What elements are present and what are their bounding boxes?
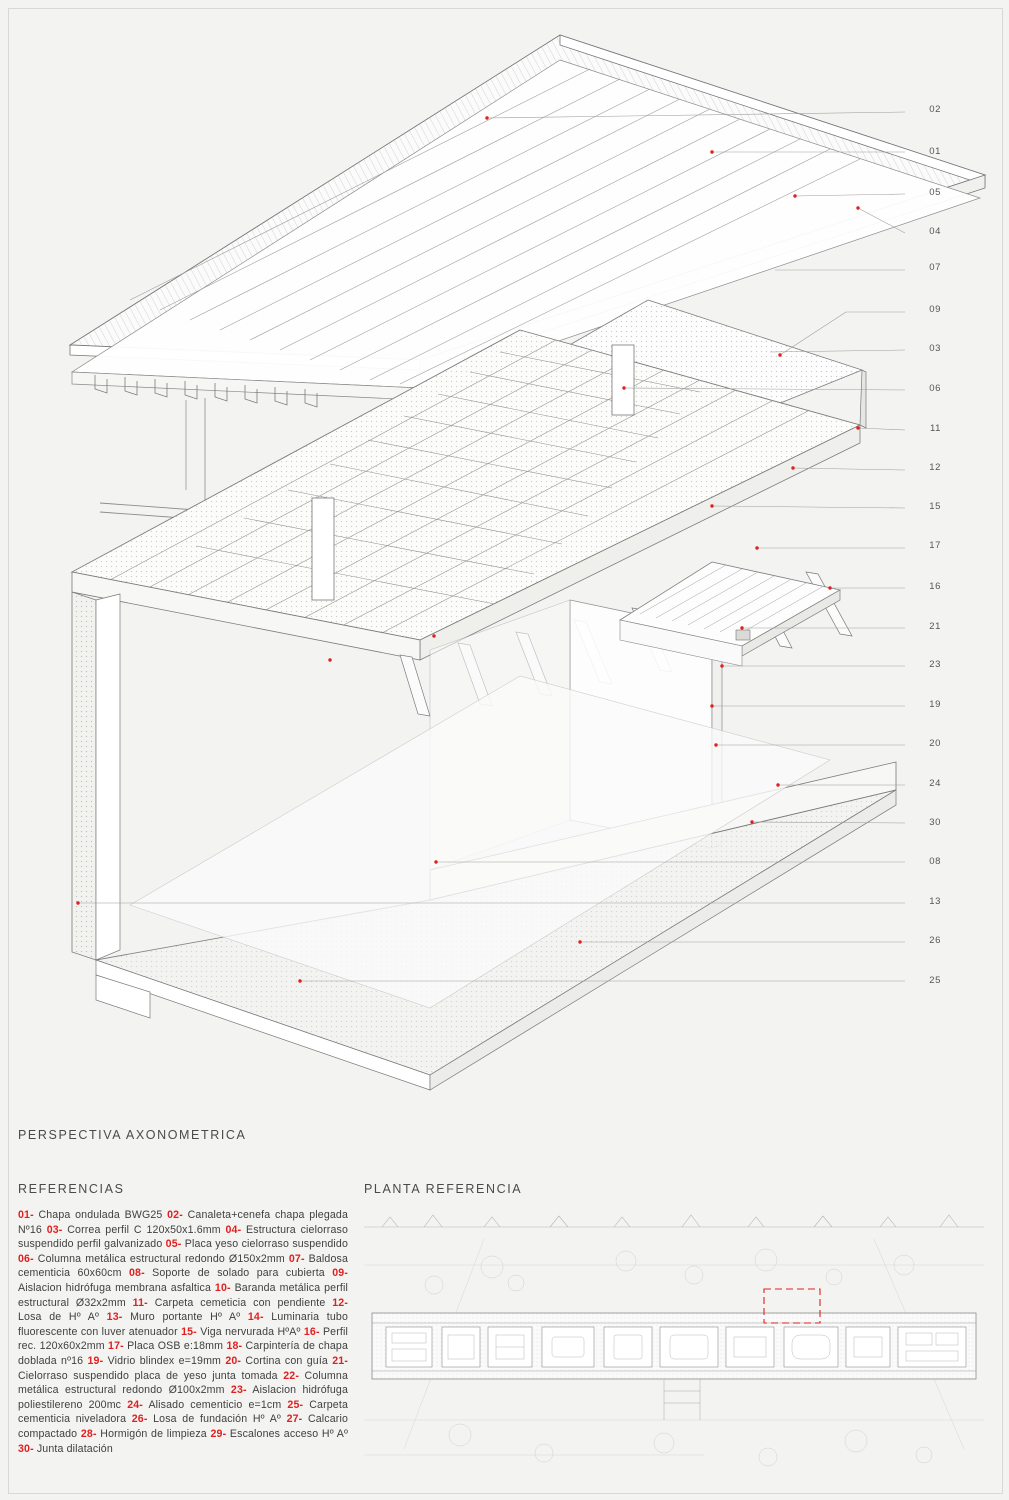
reference-number: 14- xyxy=(247,1311,264,1324)
reference-number: 20- xyxy=(225,1354,242,1367)
reference-number: 08- xyxy=(128,1267,145,1280)
reference-number: 18- xyxy=(226,1340,243,1353)
reference-number: 03- xyxy=(46,1223,63,1236)
leader-number: 08 xyxy=(929,856,941,867)
reference-text: Vidrio blindex e=19mm xyxy=(107,1354,226,1367)
leader-number: 04 xyxy=(929,226,941,237)
reference-text: Luminaria tubo fluorescente con luver atenuador xyxy=(18,1311,349,1338)
reference-number: 26- xyxy=(131,1413,148,1426)
leader-number: 13 xyxy=(929,896,941,907)
reference-number: 09- xyxy=(332,1267,348,1280)
reference-text: Carpeta cementicia niveladora xyxy=(18,1398,348,1426)
reference-text: Canaleta+cenefa chapa plegada Nº16 xyxy=(18,1209,349,1236)
reference-text: Placa yeso cielorraso suspendido xyxy=(184,1238,349,1251)
reference-number: 02- xyxy=(167,1209,183,1221)
reference-text: Soporte de solado para cubierta xyxy=(152,1267,333,1280)
leader-number: 21 xyxy=(929,621,941,632)
reference-number: 04- xyxy=(225,1223,242,1236)
reference-text: Viga nervurada HºAº xyxy=(200,1325,304,1338)
page-title-axonometric: PERSPECTIVA AXONOMETRICA xyxy=(18,1128,247,1142)
leader-number: 07 xyxy=(929,262,941,273)
leader-number: 23 xyxy=(929,659,941,670)
reference-text: Carpeta cemeticia con pendiente xyxy=(154,1296,333,1309)
leader-number: 20 xyxy=(929,738,941,749)
reference-text: Calcario compactado xyxy=(18,1413,348,1440)
reference-text: Muro portante Hº Aº xyxy=(130,1311,248,1324)
reference-number: 24- xyxy=(127,1398,143,1411)
leader-number: 19 xyxy=(929,699,941,710)
reference-number: 21- xyxy=(332,1354,349,1367)
reference-number: 28- xyxy=(80,1427,97,1440)
leader-number: 12 xyxy=(929,462,941,473)
reference-text: Columna metálica estructural redondo Ø100x2mm xyxy=(18,1369,348,1397)
reference-number: 13- xyxy=(106,1311,123,1324)
reference-text: Columna metálica estructural redondo Ø150x2mm xyxy=(37,1252,289,1265)
reference-number: 30- xyxy=(18,1442,34,1455)
reference-number: 06- xyxy=(18,1252,34,1265)
reference-text: Hormigón de limpieza xyxy=(100,1427,211,1440)
leader-number: 06 xyxy=(929,383,941,394)
reference-text: Losa de Hº Aº xyxy=(18,1311,107,1324)
leader-number-column xyxy=(889,0,1009,1120)
leader-number: 01 xyxy=(929,146,941,157)
reference-number: 27- xyxy=(286,1413,303,1426)
leader-number: 16 xyxy=(929,581,941,592)
leader-number: 11 xyxy=(929,423,941,434)
reference-text: Cortina con guía xyxy=(245,1354,333,1367)
reference-number: 16- xyxy=(303,1325,320,1338)
leader-number: 03 xyxy=(929,343,941,354)
reference-number: 15- xyxy=(181,1325,197,1338)
reference-number: 11- xyxy=(132,1296,148,1309)
reference-number: 05- xyxy=(165,1238,182,1251)
plan-reference-drawing xyxy=(364,1205,984,1480)
reference-text: Baranda metálica perfil estructural Ø32x2mm xyxy=(18,1281,348,1309)
reference-number: 19- xyxy=(87,1354,104,1367)
reference-text: Placa OSB e:18mm xyxy=(127,1340,227,1353)
references-list xyxy=(18,1208,348,1456)
reference-number: 29- xyxy=(210,1427,227,1440)
reference-number: 25- xyxy=(287,1398,304,1411)
reference-number: 23- xyxy=(230,1384,247,1397)
ground-slab xyxy=(96,676,896,1090)
reference-text: Alisado cementicio e=1cm xyxy=(148,1398,288,1411)
leader-number: 30 xyxy=(929,817,941,828)
reference-text: Correa perfil C 120x50x1.6mm xyxy=(67,1223,226,1236)
section-title-plan: PLANTA REFERENCIA xyxy=(364,1182,523,1196)
reference-number: 07- xyxy=(288,1252,305,1265)
reference-text: Junta dilatación xyxy=(36,1442,113,1455)
reference-number: 22- xyxy=(283,1369,300,1382)
leader-number: 25 xyxy=(929,975,941,986)
reference-text: Cielorraso suspendido placa de yeso junta tomada xyxy=(18,1369,284,1382)
reference-text: Chapa ondulada BWG25 xyxy=(38,1209,168,1221)
reference-number: 17- xyxy=(108,1340,124,1353)
reference-text: Baldosa cementicia 60x60cm xyxy=(18,1252,349,1280)
reference-text: Aislacion hidrófuga poliestilereno 200mc xyxy=(18,1384,348,1411)
reference-text: Losa de fundación Hº Aº xyxy=(153,1413,287,1426)
leader-number: 05 xyxy=(929,187,941,198)
reference-text: Estructura cielorraso suspendido perfil galvanizado xyxy=(18,1223,349,1251)
leader-number: 26 xyxy=(929,935,941,946)
reference-number: 12- xyxy=(332,1296,348,1309)
leader-number: 02 xyxy=(929,104,941,115)
reference-number: 10- xyxy=(214,1281,231,1294)
reference-text: Perfil rec. 120x60x2mm xyxy=(18,1325,349,1353)
reference-number: 01- xyxy=(18,1209,34,1221)
leader-number: 15 xyxy=(929,501,941,512)
leader-number: 17 xyxy=(929,540,941,551)
section-title-references: REFERENCIAS xyxy=(18,1182,125,1196)
leader-number: 24 xyxy=(929,778,941,789)
reference-text: Carpintería de chapa doblada nº16 xyxy=(18,1340,348,1367)
reference-text: Escalones acceso Hº Aº xyxy=(229,1427,349,1440)
leader-number: 09 xyxy=(929,304,941,315)
reference-text: Aislacion hidrófuga membrana asfaltica xyxy=(18,1281,215,1294)
